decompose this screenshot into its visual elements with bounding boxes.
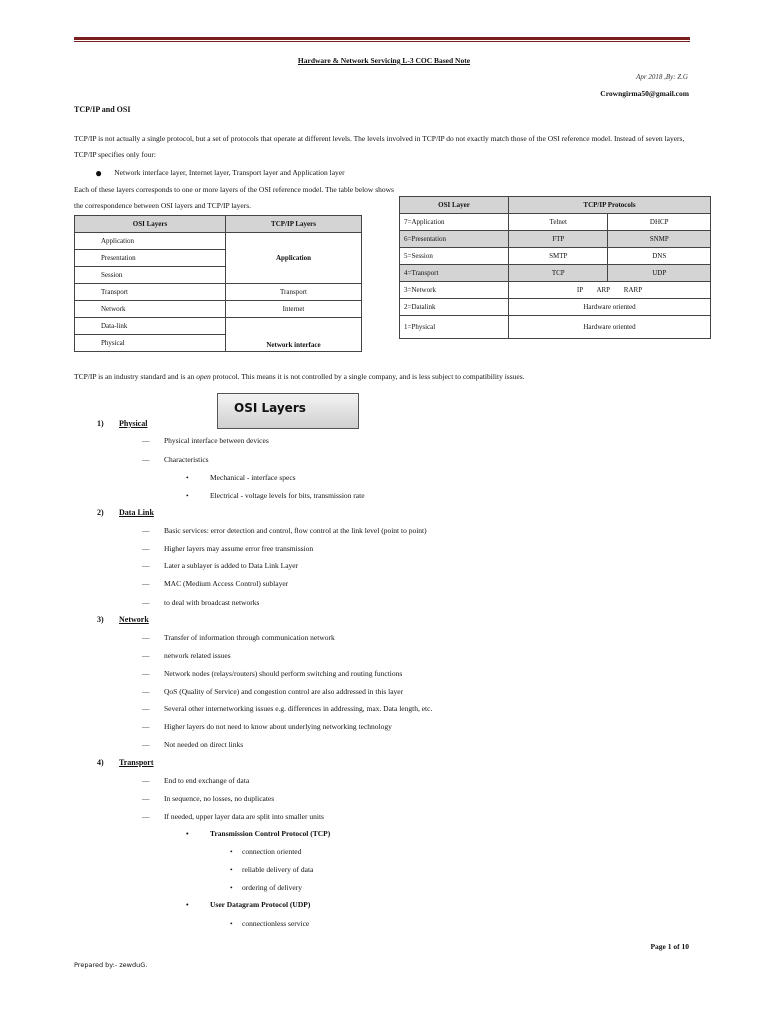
table-cell: SMTP xyxy=(509,248,608,265)
table-cell: Hardware oriented xyxy=(509,316,711,339)
osi-protocol-table xyxy=(399,196,711,339)
bullet-icon: • xyxy=(230,847,233,856)
table-header-row xyxy=(75,216,362,233)
table-cell: Internet xyxy=(226,301,362,318)
bullet-icon: • xyxy=(186,829,189,838)
osi-tcpip-layer-table xyxy=(74,215,362,352)
table-row xyxy=(400,282,711,299)
table-cell: 7=Application xyxy=(400,214,509,231)
dash-icon: — xyxy=(142,436,150,445)
table-cell: DNS xyxy=(608,248,711,265)
table-cell: UDP xyxy=(608,265,711,282)
list-item-text: Transmission Control Protocol (TCP) xyxy=(210,829,331,838)
list-item-text: Higher layers may assume error free transmission xyxy=(164,544,314,553)
table-cell: Presentation xyxy=(75,250,226,267)
header-rule-thin xyxy=(74,41,690,42)
table-row xyxy=(75,301,362,318)
table-row xyxy=(400,316,711,339)
table-cell: Session xyxy=(75,267,226,284)
table-header-cell: OSI Layer xyxy=(400,197,509,214)
bullet-icon: • xyxy=(186,900,189,909)
list-item-text: connectionless service xyxy=(242,919,310,928)
section-heading-physical xyxy=(97,419,147,428)
list-item-text: Electrical - voltage levels for bits, transmission rate xyxy=(210,491,365,500)
section-number: 1) xyxy=(97,419,104,428)
section-heading-network xyxy=(97,615,149,624)
section-number: 2) xyxy=(97,508,104,517)
section-number: 4) xyxy=(97,758,104,767)
udp-heading xyxy=(186,900,310,909)
list-item-text: Transfer of information through communication network xyxy=(164,633,335,642)
table-cell: 5=Session xyxy=(400,248,509,265)
section-title: TCP/IP and OSI xyxy=(74,105,131,114)
table-cell: 4=Transport xyxy=(400,265,509,282)
table-cell: Application xyxy=(75,233,226,250)
list-item-text: User Datagram Protocol (UDP) xyxy=(210,900,311,909)
section-label: Transport xyxy=(119,758,154,767)
document-title: Hardware & Network Servicing L-3 COC Based Note xyxy=(297,56,471,65)
table-cell: Network xyxy=(75,301,226,318)
list-item xyxy=(142,776,249,785)
layers-bullet xyxy=(95,166,345,181)
dash-icon: — xyxy=(142,687,150,696)
list-item xyxy=(142,687,403,696)
list-item xyxy=(142,579,288,588)
list-item-text: Mechanical - interface specs xyxy=(210,473,296,482)
table-cell: 6=Presentation xyxy=(400,231,509,248)
section-heading-data-link xyxy=(97,508,154,517)
dash-icon: — xyxy=(142,598,150,607)
table-cell: Physical xyxy=(75,335,226,352)
list-item-text: Not needed on direct links xyxy=(164,740,244,749)
list-item xyxy=(142,651,231,660)
list-item xyxy=(142,812,324,821)
dash-icon: — xyxy=(142,794,150,803)
correspondence-paragraph: Each of these layers corresponds to one or more layers of the OSI reference model. The table below shows the correspondence between OSI layers and TCP/IP layers. xyxy=(74,185,394,210)
dash-icon: — xyxy=(142,561,150,570)
table-cell: Data-link xyxy=(75,318,226,335)
dash-icon: — xyxy=(142,669,150,678)
dash-icon: — xyxy=(142,651,150,660)
table-row xyxy=(75,233,362,250)
list-item-text: In sequence, no losses, no duplicates xyxy=(164,794,275,803)
section-number: 3) xyxy=(97,615,104,624)
table-cell: IP ARP RARP xyxy=(509,282,711,299)
osi-layers-heading-box: OSI Layers xyxy=(217,393,359,429)
list-item xyxy=(142,633,335,642)
document-date: Apr 2018 ,By: Z.G xyxy=(636,73,688,81)
list-item-text: Network nodes (relays/routers) should perform switching and routing functions xyxy=(164,669,403,678)
table-cell: Hardware oriented xyxy=(509,299,711,316)
list-item-text: Physical interface between devices xyxy=(164,436,269,445)
bullet-icon: • xyxy=(230,883,233,892)
list-item xyxy=(142,526,427,535)
author-email: Crowngirma50@gmail.com xyxy=(600,89,689,98)
bullet-icon: • xyxy=(186,473,189,482)
dash-icon: — xyxy=(142,455,150,464)
list-item xyxy=(142,561,298,570)
table-cell: SNMP xyxy=(608,231,711,248)
table-header-cell: TCP/IP Protocols xyxy=(509,197,711,214)
list-item-text: connection oriented xyxy=(242,847,302,856)
list-item xyxy=(142,740,243,749)
dash-icon: — xyxy=(142,526,150,535)
open-text-before: TCP/IP is an industry standard and is an xyxy=(74,372,197,381)
sub-list-item xyxy=(230,865,313,874)
open-protocol-paragraph xyxy=(74,369,694,385)
table-cell: TCP xyxy=(509,265,608,282)
list-item xyxy=(142,704,432,713)
table-row xyxy=(400,214,711,231)
table-row xyxy=(400,231,711,248)
table-row xyxy=(400,299,711,316)
list-item-text: network related issues xyxy=(164,651,231,660)
list-item-text: Later a sublayer is added to Data Link Layer xyxy=(164,561,299,570)
dash-icon: — xyxy=(142,633,150,642)
dash-icon: — xyxy=(142,722,150,731)
section-label: Data Link xyxy=(119,508,154,517)
intro-paragraph: TCP/IP is not actually a single protocol, but a set of protocols that operate at different levels. The levels involved in TCP/IP do not exactly match those of the OSI reference model. Instead of seven layers, TCP/IP specifies only four: xyxy=(74,134,685,159)
sub-list-item xyxy=(186,491,365,500)
table-cell: Network interface xyxy=(226,318,362,352)
table-cell: 2=Datalink xyxy=(400,299,509,316)
table-cell: 3=Network xyxy=(400,282,509,299)
list-item-text: QoS (Quality of Service) and congestion control are also addressed in this layer xyxy=(164,687,404,696)
table-cell: Transport xyxy=(226,284,362,301)
list-item-text: Several other internetworking issues e.g. differences in addressing, max. Data length, etc. xyxy=(164,704,433,713)
sub-list-item xyxy=(230,883,302,892)
list-item xyxy=(142,794,274,803)
table-cell: FTP xyxy=(509,231,608,248)
open-text-italic: open xyxy=(196,372,211,381)
prepared-by: Prepared by:- zewduG. xyxy=(74,961,148,969)
dash-icon: — xyxy=(142,812,150,821)
layers-bullet-text: Network interface layer, Internet layer, Transport layer and Application layer xyxy=(114,168,345,177)
list-item-text: MAC (Medium Access Control) sublayer xyxy=(164,579,289,588)
list-item xyxy=(142,544,313,553)
bullet-icon: • xyxy=(186,491,189,500)
list-item-text: reliable delivery of data xyxy=(242,865,314,874)
list-item-text: If needed, upper layer data are split into smaller units xyxy=(164,812,324,821)
list-item-text: Higher layers do not need to know about underlying networking technology xyxy=(164,722,392,731)
header-rule-thick xyxy=(74,37,690,40)
table-row xyxy=(75,284,362,301)
table-row xyxy=(400,248,711,265)
list-item xyxy=(142,436,269,445)
dash-icon: — xyxy=(142,579,150,588)
list-item-text: to deal with broadcast networks xyxy=(164,598,260,607)
sub-list-item xyxy=(186,473,296,482)
table-row xyxy=(75,318,362,335)
sub-list-item xyxy=(230,847,301,856)
table-cell: Telnet xyxy=(509,214,608,231)
bullet-icon: ● xyxy=(95,166,103,180)
page-number: Page 1 of 10 xyxy=(650,942,689,951)
bullet-icon: • xyxy=(230,865,233,874)
list-item-text: Basic services: error detection and control, flow control at the link level (point to point) xyxy=(164,526,427,535)
open-text-after: protocol. This means it is not controlled by a single company, and is less subject to compatibility issues. xyxy=(210,372,525,381)
table-cell: 1=Physical xyxy=(400,316,509,339)
table-cell: Transport xyxy=(75,284,226,301)
list-item xyxy=(142,598,259,607)
table-cell: Application xyxy=(226,233,362,284)
section-label: Physical xyxy=(119,419,148,428)
section-label: Network xyxy=(119,615,149,624)
sub-list-item xyxy=(230,919,309,928)
list-item xyxy=(142,455,209,464)
dash-icon: — xyxy=(142,544,150,553)
tcp-heading xyxy=(186,829,330,838)
table-header-row xyxy=(400,197,711,214)
dash-icon: — xyxy=(142,740,150,749)
list-item-text: ordering of delivery xyxy=(242,883,302,892)
list-item xyxy=(142,669,402,678)
section-heading-transport xyxy=(97,758,154,767)
table-header-cell: OSI Layers xyxy=(75,216,226,233)
list-item-text: Characteristics xyxy=(164,455,209,464)
table-header-cell: TCP/IP Layers xyxy=(226,216,362,233)
table-cell: DHCP xyxy=(608,214,711,231)
list-item-text: End to end exchange of data xyxy=(164,776,250,785)
table-row xyxy=(400,265,711,282)
list-item xyxy=(142,722,392,731)
dash-icon: — xyxy=(142,704,150,713)
dash-icon: — xyxy=(142,776,150,785)
bullet-icon: • xyxy=(230,919,233,928)
